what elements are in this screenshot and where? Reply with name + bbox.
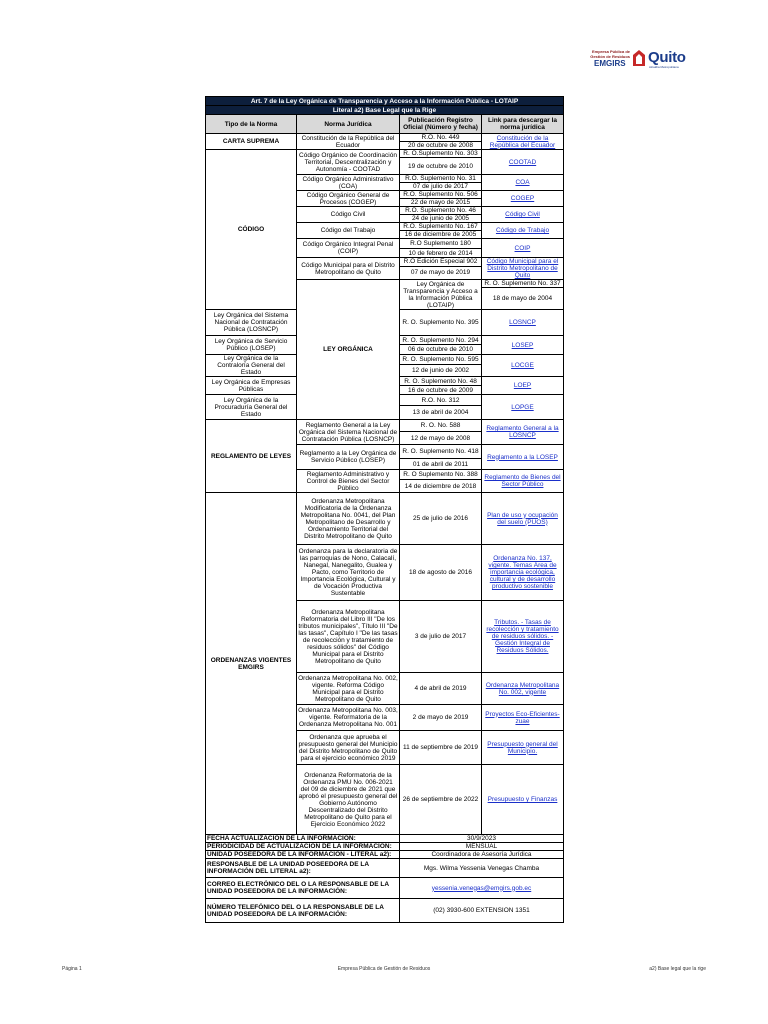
norma-cell: Reglamento General a la Ley Orgánica del Sistema Nacional de Contratación Pública (LOSNCP) xyxy=(297,420,400,445)
norma-cell: Código Orgánico General de Procesos (COGEP) xyxy=(297,191,400,207)
fecha-cell: 20 de octubre de 2008 xyxy=(400,142,482,150)
link-cell xyxy=(482,191,564,207)
publicacion-cell: R. O. Suplemento No. 337 xyxy=(482,280,564,288)
norma-link[interactable]: COIP xyxy=(514,244,531,252)
publicacion-cell: R. O. No. 588 xyxy=(400,420,482,432)
footer-value: Coordinadora de Asesoría Jurídica xyxy=(400,851,564,859)
header-link: Link para descargar la norma jurídica xyxy=(482,115,564,134)
norma-cell: Ley Orgánica de la Procuraduría General del Estado xyxy=(206,395,297,420)
header-tipo: Tipo de la Norma xyxy=(206,115,297,134)
norma-link[interactable]: Código de Trabajo xyxy=(495,227,550,234)
footer-label: NÚMERO TELEFÓNICO DEL O LA RESPONSABLE DE LA UNIDAD POSEEDORA DE LA INFORMACIÓN: xyxy=(206,899,400,923)
norma-cell: Código Orgánico Administrativo (COA) xyxy=(297,175,400,191)
link-cell xyxy=(482,420,564,445)
norma-link[interactable]: Plan de uso y ocupación del suelo (PUOS) xyxy=(487,511,558,526)
norma-cell: Ordenanza Metropolitana No. 003, vigente. Reformatoria de la Ordenanza Metropolitana No. 001 xyxy=(297,705,400,731)
norma-cell: Código Municipal para el Distrito Metropolitano de Quito xyxy=(297,258,400,280)
footer-label: UNIDAD POSEEDORA DE LA INFORMACIÓN - LITERAL a2): xyxy=(206,851,400,859)
emgirs-quito-logo xyxy=(590,48,695,70)
footer-label: PERIODICIDAD DE ACTUALIZACIÓN DE LA INFORMACIÓN: xyxy=(206,843,400,851)
link-cell xyxy=(482,545,564,601)
norma-link[interactable]: Código Municipal para el Distrito Metropolitano de Quito xyxy=(486,258,559,279)
link-cell xyxy=(482,239,564,258)
norma-cell: Código Civil xyxy=(297,207,400,223)
publicacion-cell: R.O. Suplemento No. 167 xyxy=(400,223,482,231)
publicacion-cell: R.O. Suplemento No. 506 xyxy=(400,191,482,199)
footer-value: 30/9/2023 xyxy=(400,835,564,843)
norma-cell: Ordenanza que aprueba el presupuesto general del Municipio del Distrito Metropolitano de Quito para el ejercicio económico 2019 xyxy=(297,731,400,765)
publicacion-cell: R. O Suplemento No. 388 xyxy=(400,470,482,480)
norma-link[interactable]: COGEP xyxy=(510,195,535,202)
norma-link[interactable]: COA xyxy=(515,179,530,186)
norma-cell: Reglamento a la Ley Orgánica de Servicio Público (LOSEP) xyxy=(297,445,400,470)
norma-cell: Ordenanza Metropolitana Reformatoria del Libro III "De los tributos municipales", Título III "De las tasas", Capítulo I "De las tasas de recolección y tratamiento de residuos sólidos" del Código Municipal para el Distrito Metropolitano de Quito xyxy=(297,601,400,673)
link-cell xyxy=(482,493,564,545)
page-footer-center: Empresa Pública de Gestión de Residuos xyxy=(337,966,431,972)
table-title: Art. 7 de la Ley Orgánica de Transparencia y Acceso a la Información Pública - LOTAIP xyxy=(206,97,564,106)
norma-cell: Código del Trabajo xyxy=(297,223,400,239)
footer-value: Mgs. Wilma Yessenia Venegas Chamba xyxy=(400,859,564,878)
norma-link[interactable]: LOPGE xyxy=(511,403,534,411)
publicacion-cell: R.O Edición Especial 902 xyxy=(400,258,482,267)
fecha-cell: 16 de diciembre de 2005 xyxy=(400,231,482,239)
fecha-cell: 24 de junio de 2005 xyxy=(400,215,482,223)
fecha-cell: 01 de abril de 2011 xyxy=(400,459,482,470)
norma-cell: Ley Orgánica de Transparencia y Acceso a la Información Pública (LOTAIP) xyxy=(400,280,482,310)
publicacion-cell: R. O. Suplemento No. 294 xyxy=(400,336,482,345)
base-legal-table xyxy=(205,96,564,923)
publicacion-cell: R.O. Suplemento No. 31 xyxy=(400,175,482,183)
norma-link[interactable]: Ordenanza Metropolitana No. 002, vigente xyxy=(485,681,560,696)
publicacion-cell: R.O. Suplemento No. 46 xyxy=(400,207,482,215)
publicacion-cell: 11 de septiembre de 2019 xyxy=(400,731,482,765)
link-cell xyxy=(482,134,564,150)
norma-cell: Código Orgánico Integral Penal (COIP) xyxy=(297,239,400,258)
page-number: Página 1 xyxy=(62,966,82,972)
norma-cell: Ordenanza Reformatoria de la Ordenanza PMU No. 006-2021 del 09 de diciembre de 2021 que aprobó el presupuesto general del Gobierno Autónomo Descentralizado del Distrito Metropolitano de Quito para el Ejercicio Económico 2022 xyxy=(297,765,400,835)
fecha-cell: 12 de junio de 2002 xyxy=(400,365,482,377)
link-cell xyxy=(482,223,564,239)
logo-acronym: EMGIRS xyxy=(594,59,626,68)
publicacion-cell: 2 de mayo de 2019 xyxy=(400,705,482,731)
link-cell xyxy=(482,150,564,175)
footer-value: MENSUAL xyxy=(400,843,564,851)
link-cell xyxy=(482,470,564,493)
norma-cell: Ordenanza Metropolitana Modificatoria de la Ordenanza Metropolitana No. 0041, del Plan Metropolitano de Desarrollo y Ordenamiento Territorial del Distrito Metropolitano de Quito xyxy=(297,493,400,545)
header-norma: Norma Jurídica xyxy=(297,115,400,134)
link-cell xyxy=(482,731,564,765)
fecha-cell: 13 de abril de 2004 xyxy=(400,406,482,420)
norma-link[interactable]: Ordenanza No. 137, vigente. Temas Área de importancia ecológica, cultural y de desarrollo productivo sostenible xyxy=(488,555,557,590)
group-carta: CARTA SUPREMA xyxy=(206,134,297,150)
logo-subtitle: Alcaldía Metropolitana xyxy=(649,65,679,69)
publicacion-cell: R.O. No. 449 xyxy=(400,134,482,142)
fecha-cell: 18 de mayo de 2004 xyxy=(482,288,564,310)
publicacion-cell: 25 de julio de 2016 xyxy=(400,493,482,545)
fecha-cell: 19 de octubre de 2010 xyxy=(400,158,482,175)
link-cell xyxy=(482,395,564,420)
norma-cell: Ordenanza para la declaratoria de las parroquias de Nono, Calacalí, Nanegal, Nanegalito, Gualea y Pacto, como Territorio de Importancia Ecológica, Cultural y de Vocación Productiva Sustentable xyxy=(297,545,400,601)
link-cell xyxy=(482,705,564,731)
link-cell xyxy=(482,377,564,395)
footer-label: FECHA ACTUALIZACIÓN DE LA INFORMACIÓN: xyxy=(206,835,400,843)
table-subtitle: Literal a2) Base Legal que la Rige xyxy=(206,106,564,115)
link-cell xyxy=(482,673,564,705)
link-cell xyxy=(482,336,564,355)
publicacion-cell: R.O. No. 312 xyxy=(400,395,482,406)
norma-cell: Ordenanza Metropolitana No. 002, vigente. Reforma Código Municipal para el Distrito Metropolitano de Quito xyxy=(298,674,398,703)
footer-label: RESPONSABLE DE LA UNIDAD POSEEDORA DE LA INFORMACIÓN DEL LITERAL a2): xyxy=(206,859,400,878)
link-cell xyxy=(482,765,564,835)
header-publicacion: Publicación Registro Oficial (Número y fecha) xyxy=(400,115,482,134)
norma-link[interactable]: Proyectos Eco-Eficientes- zuae xyxy=(485,710,560,725)
norma-cell: Ley Orgánica de la Contraloría General del Estado xyxy=(206,355,297,377)
fecha-cell: 12 de mayo de 2008 xyxy=(400,432,482,445)
link-cell xyxy=(482,310,564,336)
norma-link[interactable]: LOSEP xyxy=(511,341,534,349)
group-codigo: CÓDIGO xyxy=(206,150,297,310)
footer-label: CORREO ELECTRÓNICO DEL O LA RESPONSABLE DE LA UNIDAD POSEEDORA DE LA INFORMACIÓN: xyxy=(206,878,400,899)
publicacion-cell: 4 de abril de 2019 xyxy=(400,673,482,705)
publicacion-cell: 18 de agosto de 2016 xyxy=(400,545,482,601)
norma-cell: Reglamento Administrativo y Control de Bienes del Sector Público xyxy=(297,470,400,493)
link-cell xyxy=(482,355,564,377)
fecha-cell: 16 de octubre de 2009 xyxy=(400,386,482,395)
norma-cell: Ley Orgánica de Servicio Público (LOSEP) xyxy=(206,336,297,355)
fecha-cell: 07 de mayo de 2019 xyxy=(400,266,482,279)
publicacion-cell: R. O.Suplemento No. 303 xyxy=(400,150,482,158)
link-cell xyxy=(482,207,564,223)
fecha-cell: 07 de julio de 2017 xyxy=(400,183,482,191)
fecha-cell: 14 de diciembre de 2018 xyxy=(400,480,482,493)
publicacion-cell: 26 de septiembre de 2022 xyxy=(400,765,482,835)
publicacion-cell: R. O. Suplemento No. 48 xyxy=(400,377,482,386)
norma-link[interactable]: Presupuesto y Finanzas xyxy=(487,796,558,803)
norma-cell: Ley Orgánica de Empresas Públicas xyxy=(206,377,297,395)
publicacion-cell: R. O. Suplemento No. 418 xyxy=(400,445,482,459)
norma-link[interactable]: Reglamento de Bienes del Sector Público xyxy=(484,474,561,488)
norma-link[interactable]: LOSNCP xyxy=(509,319,536,326)
quito-emblem-icon xyxy=(632,49,646,67)
link-cell xyxy=(482,175,564,191)
group-ordenanzas: ORDENANZAS VIGENTES EMGIRS xyxy=(206,493,297,835)
publicacion-cell: R.O Suplemento 180 xyxy=(400,239,482,249)
norma-link[interactable]: Presupuesto general del Municipio. xyxy=(487,740,558,755)
norma-link[interactable]: Reglamento a la LOSEP xyxy=(487,453,558,461)
norma-cell: Código Orgánico de Coordinación Territorial, Descentralización y Autonomía - COOTAD xyxy=(297,150,400,175)
link-cell xyxy=(482,445,564,470)
publicacion-cell: R. O. Suplemento No. 395 xyxy=(400,310,482,336)
norma-link[interactable]: Código Civil xyxy=(505,211,540,218)
publicacion-cell: 3 de julio de 2017 xyxy=(400,601,482,673)
norma-link[interactable]: Tributos. - Tasas de recolección y tratamiento de residuos sólidos. - Gestión Integral de Residuos Sólidos. xyxy=(486,619,559,654)
fecha-cell: 10 de febrero de 2014 xyxy=(400,249,482,258)
norma-link[interactable]: LOCGE xyxy=(511,362,534,369)
norma-cell: Ley Orgánica del Sistema Nacional de Contratación Pública (LOSNCP) xyxy=(206,310,297,336)
email-link[interactable]: yessenia.venegas@emgirs.gob.ec xyxy=(431,884,532,892)
group-reglamento: REGLAMENTO DE LEYES xyxy=(206,420,297,493)
fecha-cell: 22 de mayo de 2015 xyxy=(400,199,482,207)
footer-value: (02) 3930-600 EXTENSION 1351 xyxy=(400,899,564,923)
norma-link[interactable]: Constitución de la República del Ecuador xyxy=(489,134,556,149)
norma-link[interactable]: LOEP xyxy=(513,382,532,389)
norma-link[interactable]: Reglamento General a la LOSNCP xyxy=(486,425,559,439)
fecha-cell: 06 de octubre de 2010 xyxy=(400,345,482,355)
logo-text: Empresa Pública de Gestión de Residuos xyxy=(590,49,630,59)
link-cell xyxy=(482,601,564,673)
link-cell xyxy=(482,258,564,280)
publicacion-cell: R. O. Suplemento No. 595 xyxy=(400,355,482,365)
norma-cell: Constitución de la República del Ecuador xyxy=(297,134,400,150)
logo-city: Quito xyxy=(648,49,686,66)
norma-link[interactable]: COOTAD xyxy=(508,158,537,166)
page-footer-right: a2) Base legal que la rige xyxy=(649,966,706,972)
footer-value xyxy=(400,878,564,899)
group-ley: LEY ORGÁNICA xyxy=(297,280,400,420)
